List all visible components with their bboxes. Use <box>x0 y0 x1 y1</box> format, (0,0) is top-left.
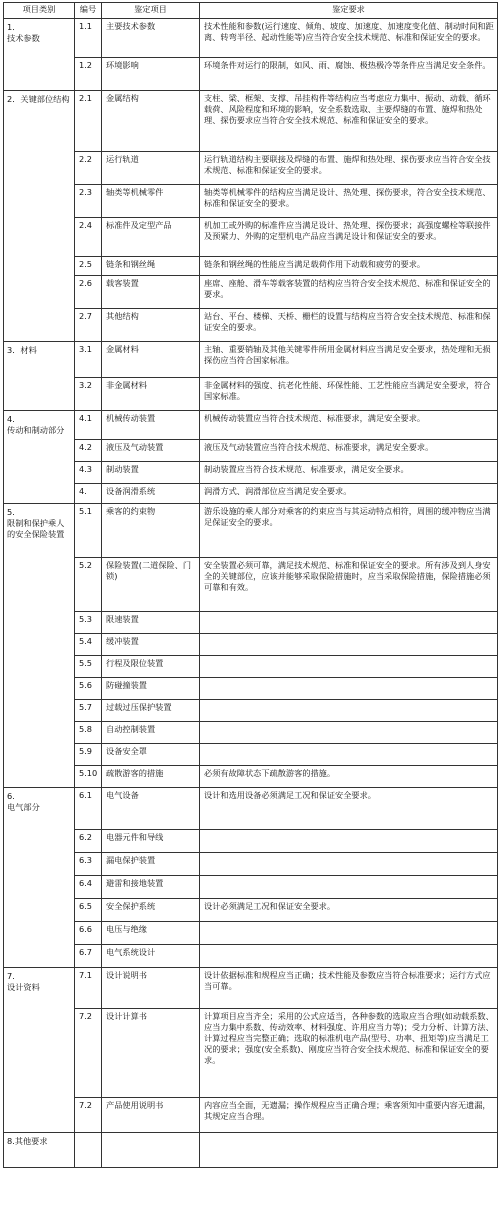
number-cell: 7.2 <box>75 1098 102 1133</box>
requirement-cell: 机械传动装置应当符合技术规范、标准要求，满足安全要求。 <box>200 411 498 440</box>
item-cell: 链条和钢丝绳 <box>102 257 200 276</box>
table-row <box>4 152 498 185</box>
item-cell: 电气系统设计 <box>102 945 200 968</box>
requirement-cell: 非金属材料的强度、抗老化性能、环保性能、工艺性能应当满足安全要求，符合国家标准。 <box>200 378 498 411</box>
item-cell <box>102 1133 200 1168</box>
number-cell: 5.7 <box>75 700 102 722</box>
requirement-cell: 制动装置应当符合技术规范、标准要求，满足安全要求。 <box>200 462 498 484</box>
number-cell: 2.1 <box>75 91 102 152</box>
table-row <box>4 440 498 462</box>
item-cell: 设备润滑系统 <box>102 484 200 504</box>
item-cell: 电器元件和导线 <box>102 830 200 853</box>
table-row <box>4 484 498 504</box>
number-cell: 5.6 <box>75 678 102 700</box>
item-cell: 安全保护系统 <box>102 899 200 922</box>
requirement-cell <box>200 678 498 700</box>
item-cell: 产品使用说明书 <box>102 1098 200 1133</box>
table-row <box>4 185 498 218</box>
number-cell: 5.1 <box>75 504 102 558</box>
item-cell: 主要技术参数 <box>102 19 200 58</box>
item-cell: 制动装置 <box>102 462 200 484</box>
table-row <box>4 1009 498 1098</box>
item-cell: 设计说明书 <box>102 968 200 1009</box>
item-cell: 载客装置 <box>102 276 200 309</box>
requirement-cell: 轴类等机械零件的结构应当满足设计、热处理、探伤要求，符合安全技术规范、标准和保证安全的要求。 <box>200 185 498 218</box>
requirement-cell <box>200 1133 498 1168</box>
item-cell: 设计计算书 <box>102 1009 200 1098</box>
item-cell: 标准件及定型产品 <box>102 218 200 257</box>
header-item: 鉴定项目 <box>102 3 200 19</box>
requirement-cell <box>200 634 498 656</box>
item-cell: 其他结构 <box>102 309 200 342</box>
requirement-cell <box>200 876 498 899</box>
item-cell: 限速装置 <box>102 612 200 634</box>
table-row <box>4 19 498 58</box>
item-cell: 缓冲装置 <box>102 634 200 656</box>
table-row <box>4 744 498 766</box>
number-cell: 5.10 <box>75 766 102 788</box>
requirement-cell: 环境条件对运行的限制，如风、雨、腐蚀、极热极冷等条件应当满足安全条件。 <box>200 58 498 91</box>
requirement-cell <box>200 830 498 853</box>
requirement-cell: 技术性能和参数(运行速度、倾角、坡度、加速度、加速度变化值、制动时间和距离、转弯半径、起动性能等)应当符合安全技术规范、标准和保证安全的要求。 <box>200 19 498 58</box>
item-cell: 行程及限位装置 <box>102 656 200 678</box>
table-row <box>4 58 498 91</box>
number-cell: 4.3 <box>75 462 102 484</box>
number-cell: 5.5 <box>75 656 102 678</box>
number-cell: 3.1 <box>75 342 102 378</box>
table-row <box>4 853 498 876</box>
number-cell: 5.4 <box>75 634 102 656</box>
number-cell: 5.8 <box>75 722 102 744</box>
table-row <box>4 830 498 853</box>
requirement-cell <box>200 722 498 744</box>
table-row <box>4 656 498 678</box>
number-cell: 5.3 <box>75 612 102 634</box>
item-cell: 机械传动装置 <box>102 411 200 440</box>
table-body <box>4 19 498 1168</box>
category-cell: 5. 限制和保护乘人的安全保险装置 <box>4 504 75 788</box>
requirement-cell: 设计和选用设备必须满足工况和保证安全要求。 <box>200 788 498 830</box>
number-cell: 4. <box>75 484 102 504</box>
requirement-cell: 站台、平台、楼梯、天桥、栅栏的设置与结构应当符合安全技术规范、标准和保证安全的要求。 <box>200 309 498 342</box>
category-cell: 7. 设计资料 <box>4 968 75 1133</box>
number-cell: 2.7 <box>75 309 102 342</box>
table-row <box>4 634 498 656</box>
number-cell: 2.4 <box>75 218 102 257</box>
number-cell: 5.2 <box>75 558 102 612</box>
number-cell: 2.6 <box>75 276 102 309</box>
category-cell: 1． 技术参数 <box>4 19 75 91</box>
number-cell: 6.7 <box>75 945 102 968</box>
requirement-cell: 机加工或外购的标准件应当满足设计、热处理、探伤要求；高强度螺栓等联接件及预紧力、外购的定型机电产品应当满足设计和保证安全的要求。 <box>200 218 498 257</box>
header-category: 项目类别 <box>4 3 75 19</box>
number-cell: 4.2 <box>75 440 102 462</box>
appraisal-table <box>3 2 498 1168</box>
requirement-cell: 设计必须满足工况和保证安全要求。 <box>200 899 498 922</box>
category-cell: 3．材料 <box>4 342 75 411</box>
table-row <box>4 378 498 411</box>
table-row <box>4 700 498 722</box>
requirement-cell: 座席、座舱、滑车等载客装置的结构应当符合安全技术规范、标准和保证安全的要求。 <box>200 276 498 309</box>
item-cell: 电压与绝缘 <box>102 922 200 945</box>
requirement-cell: 液压及气动装置应当符合技术规范、标准要求，满足安全要求。 <box>200 440 498 462</box>
item-cell: 轴类等机械零件 <box>102 185 200 218</box>
category-cell: 6. 电气部分 <box>4 788 75 968</box>
item-cell: 漏电保护装置 <box>102 853 200 876</box>
requirement-cell <box>200 612 498 634</box>
number-cell: 5.9 <box>75 744 102 766</box>
table-row <box>4 722 498 744</box>
number-cell: 2.3 <box>75 185 102 218</box>
item-cell: 运行轨道 <box>102 152 200 185</box>
requirement-cell <box>200 656 498 678</box>
number-cell: 2.2 <box>75 152 102 185</box>
table-row <box>4 411 498 440</box>
requirement-cell: 主轴、重要销轴及其他关键零件所用金属材料应当满足安全要求，热处理和无损探伤应当符合国家标准。 <box>200 342 498 378</box>
item-cell: 防碰撞装置 <box>102 678 200 700</box>
requirement-cell: 安全装置必须可靠，满足技术规范、标准和保证安全的要求。所有涉及到人身安全的关键部位，应该并能够采取保险措施时，应当采取保险措施，保险措施必须可靠和有效。 <box>200 558 498 612</box>
table-row <box>4 342 498 378</box>
number-cell: 2.5 <box>75 257 102 276</box>
item-cell: 设备安全罩 <box>102 744 200 766</box>
item-cell: 过载过压保护装置 <box>102 700 200 722</box>
table-row <box>4 766 498 788</box>
number-cell: 6.3 <box>75 853 102 876</box>
table-row <box>4 257 498 276</box>
item-cell: 乘客的约束物 <box>102 504 200 558</box>
item-cell: 金属结构 <box>102 91 200 152</box>
requirement-cell <box>200 853 498 876</box>
table-row <box>4 1098 498 1133</box>
number-cell: 1.2 <box>75 58 102 91</box>
number-cell: 6.1 <box>75 788 102 830</box>
header-requirement: 鉴定要求 <box>200 3 498 19</box>
item-cell: 自动控制装置 <box>102 722 200 744</box>
number-cell: 4.1 <box>75 411 102 440</box>
number-cell: 7.1 <box>75 968 102 1009</box>
requirement-cell: 设计依据标准和规程应当正确；技术性能及参数应当符合标准要求；运行方式应当可靠。 <box>200 968 498 1009</box>
category-cell: 8.其他要求 <box>4 1133 75 1168</box>
number-cell: 6.6 <box>75 922 102 945</box>
table-row <box>4 945 498 968</box>
header-number: 编号 <box>75 3 102 19</box>
requirement-cell <box>200 945 498 968</box>
table-row <box>4 558 498 612</box>
number-cell: 3.2 <box>75 378 102 411</box>
item-cell: 疏散游客的措施 <box>102 766 200 788</box>
table-row <box>4 504 498 558</box>
table-row <box>4 462 498 484</box>
table-row <box>4 899 498 922</box>
item-cell: 液压及气动装置 <box>102 440 200 462</box>
table-row <box>4 788 498 830</box>
item-cell: 保险装置(二道保险、门锁) <box>102 558 200 612</box>
number-cell: 6.4 <box>75 876 102 899</box>
table-row <box>4 309 498 342</box>
number-cell: 6.5 <box>75 899 102 922</box>
number-cell: 6.2 <box>75 830 102 853</box>
table-row <box>4 922 498 945</box>
category-cell: 2．关键部位结构 <box>4 91 75 342</box>
item-cell: 电气设备 <box>102 788 200 830</box>
table-row <box>4 1133 498 1168</box>
requirement-cell: 链条和钢丝绳的性能应当满足载荷作用下动载和疲劳的要求。 <box>200 257 498 276</box>
table-row <box>4 91 498 152</box>
table-header-row <box>4 3 498 19</box>
table-row <box>4 968 498 1009</box>
number-cell: 1.1 <box>75 19 102 58</box>
requirement-cell <box>200 700 498 722</box>
requirement-cell <box>200 744 498 766</box>
table-row <box>4 276 498 309</box>
number-cell <box>75 1133 102 1168</box>
table-row <box>4 876 498 899</box>
item-cell: 避雷和接地装置 <box>102 876 200 899</box>
table-row <box>4 218 498 257</box>
item-cell: 非金属材料 <box>102 378 200 411</box>
requirement-cell: 润滑方式、润滑部位应当满足安全要求。 <box>200 484 498 504</box>
table-row <box>4 612 498 634</box>
requirement-cell: 游乐设施的乘人部分对乘客的约束应当与其运动特点相符，周围的缓冲物应当满足保证安全的要求。 <box>200 504 498 558</box>
item-cell: 金属材料 <box>102 342 200 378</box>
requirement-cell: 必须有故障状态下疏散游客的措施。 <box>200 766 498 788</box>
requirement-cell: 计算项目应当齐全；采用的公式应适当，各种参数的选取应当合理(如动载系数、应当力集中系数、传动效率、材料强度、许用应当力等)；受力分析、计算方法、计算过程应当完整正确；选取的标准机电产品(型号、功率、扭矩等)应当满足工况的要求；强度(安全系数)、刚度应当符合安全技术规范、标准和保证安全的要求。 <box>200 1009 498 1098</box>
requirement-cell: 运行轨道结构主要联接及焊缝的布置、施焊和热处理、探伤要求应当符合安全技术规范、标准和保证安全的要求。 <box>200 152 498 185</box>
requirement-cell: 内容应当全面，无遗漏；操作规程应当正确合理；乘客须知中重要内容无遗漏，其规定应当合理。 <box>200 1098 498 1133</box>
category-cell: 4. 传动和制动部分 <box>4 411 75 504</box>
requirement-cell: 支柱、梁、框架、支撑、吊挂构件等结构应当考虑应力集中、振动、动载、循环载荷、风险程度和环境的影响，安全系数选取、主要焊缝的布置、施焊和热处理、探伤要求应当符合安全技术规范、标准和保证安全的要求。 <box>200 91 498 152</box>
requirement-cell <box>200 922 498 945</box>
item-cell: 环境影响 <box>102 58 200 91</box>
number-cell: 7.2 <box>75 1009 102 1098</box>
table-row <box>4 678 498 700</box>
